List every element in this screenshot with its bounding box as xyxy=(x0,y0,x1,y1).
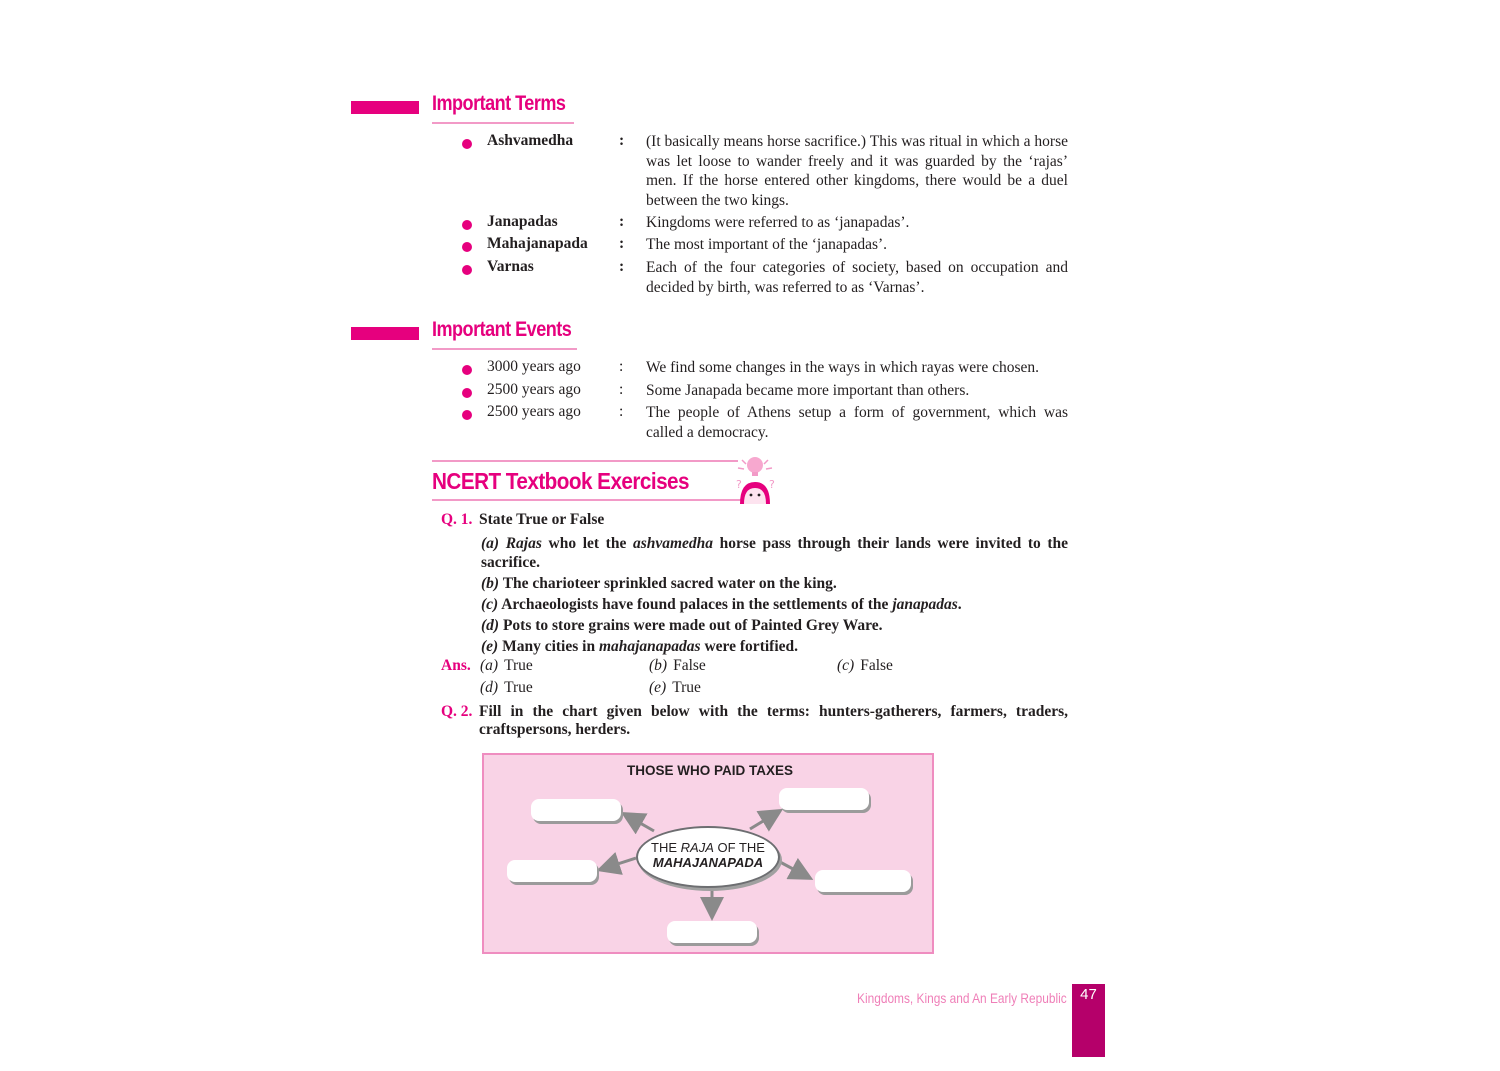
bullet-icon xyxy=(462,265,472,275)
term-label: Mahajanapada xyxy=(487,235,588,252)
statement-e: (e) Many cities in mahajanapadas were fortified. xyxy=(481,638,798,655)
center-label: THE RAJA OF THE MAHAJANAPADA xyxy=(651,840,765,870)
answer-blank-box[interactable] xyxy=(507,860,597,882)
term-definition: Kingdoms were referred to as ‘janapadas’. xyxy=(646,214,910,231)
exercises-top-rule xyxy=(432,460,738,462)
event-time: 2500 years ago xyxy=(487,381,581,398)
arrow-to-top-left xyxy=(626,815,654,831)
question-number: Q. 2. xyxy=(441,703,473,720)
important-events-heading: Important Events xyxy=(432,318,572,341)
colon: : xyxy=(619,235,625,252)
bullet-icon xyxy=(462,410,472,420)
chapter-title: Kingdoms, Kings and An Early Republic xyxy=(857,990,1067,1006)
answer-label: Ans. xyxy=(441,657,471,674)
term-label: Ashvamedha xyxy=(487,132,574,149)
answer-blank-box[interactable] xyxy=(815,870,911,892)
bullet-icon xyxy=(462,365,472,375)
section-marker-bar xyxy=(351,101,419,114)
term-definition: Each of the four categories of society, based on occupation and decided by birth, was referred to as ‘Varnas’. xyxy=(646,259,1068,296)
answer-blank-box[interactable] xyxy=(779,788,869,810)
question-text: State True or False xyxy=(479,511,605,528)
important-terms-heading: Important Terms xyxy=(432,92,566,115)
event-description: Some Janapada became more important than others. xyxy=(646,382,970,399)
colon: : xyxy=(619,258,625,275)
arrow-to-top-right xyxy=(750,812,778,829)
bullet-icon xyxy=(462,220,472,230)
taxes-chart xyxy=(482,753,934,954)
term-definition: The most important of the ‘janapadas’. xyxy=(646,236,888,253)
answer-e: (e) True xyxy=(649,679,701,696)
svg-text:?: ? xyxy=(769,478,775,491)
arrow-to-right xyxy=(780,862,808,877)
bullet-icon xyxy=(462,139,472,149)
colon: : xyxy=(619,403,624,420)
thinking-girl-icon xyxy=(728,452,782,504)
answer-b: (b) False xyxy=(649,657,706,674)
exercises-heading: NCERT Textbook Exercises xyxy=(432,468,690,494)
event-description: The people of Athens setup a form of government, which was called a democracy. xyxy=(646,404,1068,441)
answer-a: (a) True xyxy=(480,657,533,674)
statement-d: (d) Pots to store grains were made out of Painted Grey Ware. xyxy=(481,617,883,634)
colon: : xyxy=(619,358,624,375)
answer-d: (d) True xyxy=(480,679,533,696)
answer-c: (c) False xyxy=(837,657,893,674)
page-number: 47 xyxy=(1080,986,1097,1003)
statement-c: (c) Archaeologists have found palaces in the settlements of the janapadas. xyxy=(481,596,962,613)
svg-text:?: ? xyxy=(736,478,742,491)
heading-underline xyxy=(432,348,577,350)
event-description: We find some changes in the ways in which rayas were chosen. xyxy=(646,359,1040,376)
arrow-to-left xyxy=(602,858,636,869)
answer-blank-box[interactable] xyxy=(667,921,757,943)
colon: : xyxy=(619,381,624,398)
bullet-icon xyxy=(462,388,472,398)
question-number: Q. 1. xyxy=(441,511,473,528)
colon: : xyxy=(619,132,625,149)
term-definition: (It basically means horse sacrifice.) This was ritual in which a horse was let loose to wander freely and it was guarded by the ‘rajas’ men. If the horse entered other kingdoms, there would be a duel between the two kings. xyxy=(646,133,1068,209)
bullet-icon xyxy=(462,242,472,252)
question-text-line1: Fill in the chart given below with the terms: hunters-gatherers, farmers, traders, xyxy=(479,703,1068,720)
chart-title: THOSE WHO PAID TAXES xyxy=(626,763,793,778)
term-label: Janapadas xyxy=(487,213,558,230)
statement-b: (b) The charioteer sprinkled sacred water on the king. xyxy=(481,575,837,592)
event-time: 2500 years ago xyxy=(487,403,581,420)
section-marker-bar xyxy=(351,327,419,340)
heading-underline xyxy=(432,122,574,124)
colon: : xyxy=(619,213,625,230)
term-label: Varnas xyxy=(487,258,534,275)
exercises-bottom-rule xyxy=(432,499,750,501)
statement-a: (a) Rajas who let the ashvamedha horse pass through their lands were invited to the sacrifice. xyxy=(481,535,1069,571)
answer-blank-box[interactable] xyxy=(531,799,621,821)
question-text-line2: craftspersons, herders. xyxy=(479,721,631,738)
event-time: 3000 years ago xyxy=(487,358,581,375)
